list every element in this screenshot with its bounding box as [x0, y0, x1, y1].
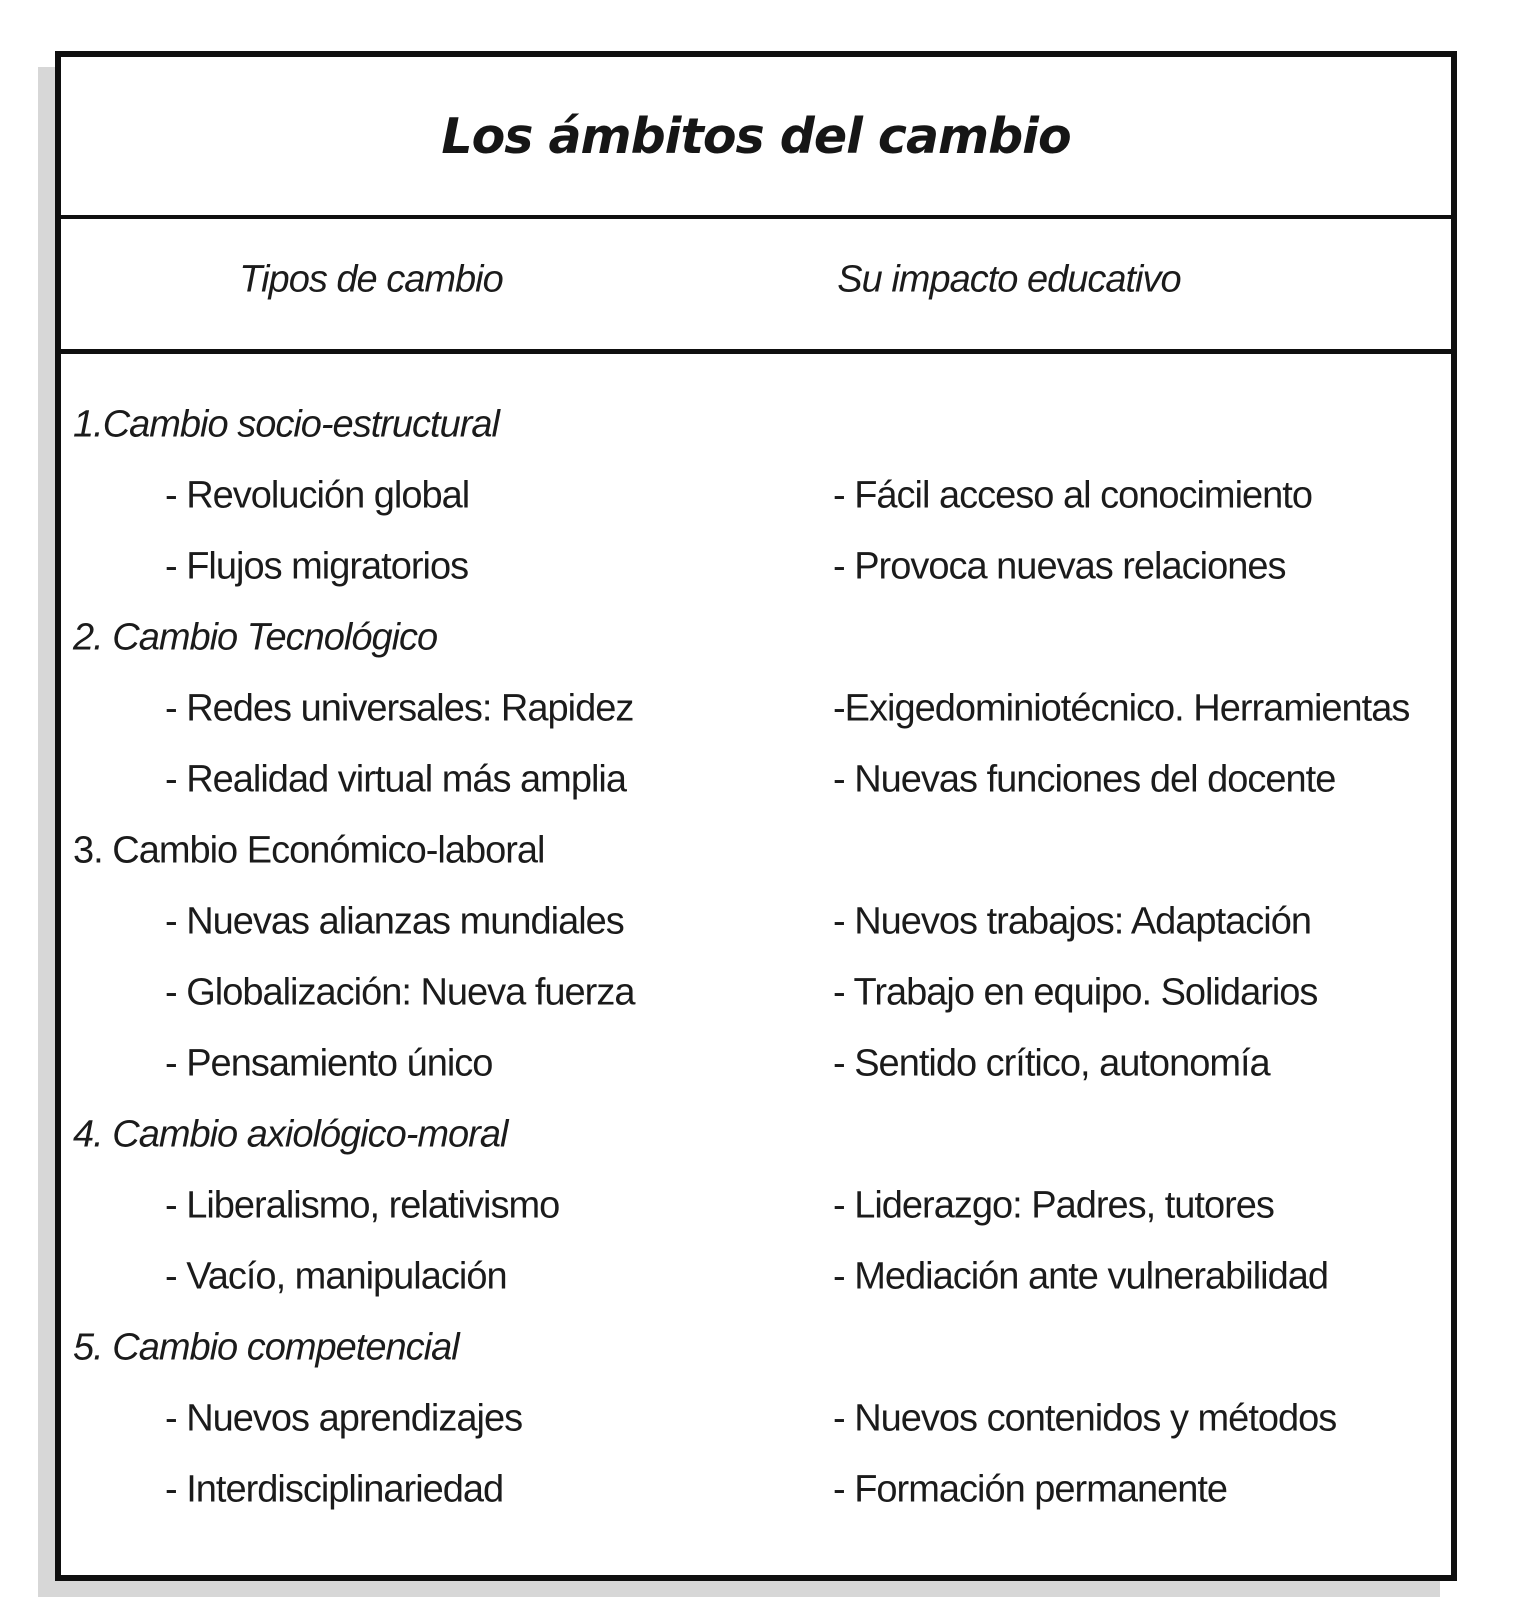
table-row	[61, 1028, 1451, 1099]
tipo-de-cambio-item: - Nuevos aprendizajes	[165, 1397, 523, 1439]
table-row	[61, 1170, 1451, 1241]
impacto-educativo-item: - Liderazgo: Padres, tutores	[833, 1184, 1274, 1226]
table-row	[61, 886, 1451, 957]
table-row	[61, 602, 1451, 673]
table-title: Los ámbitos del cambio	[441, 107, 1071, 165]
impacto-educativo-item: - Provoca nuevas relaciones	[833, 545, 1286, 587]
section-heading: 2. Cambio Tecnológico	[73, 616, 438, 658]
table-row	[61, 531, 1451, 602]
table-row	[61, 1383, 1451, 1454]
impacto-educativo-item: -Exigedominiotécnico. Herramientas	[833, 687, 1410, 729]
impacto-educativo-item: - Formación permanente	[833, 1468, 1228, 1510]
column-header-tipos-de-cambio: Tipos de cambio	[239, 258, 503, 301]
impacto-educativo-item: - Nuevos contenidos y métodos	[833, 1397, 1337, 1439]
table-row	[61, 744, 1451, 815]
impacto-educativo-item: - Nuevas funciones del docente	[833, 758, 1336, 800]
table-row	[61, 1312, 1451, 1383]
tipo-de-cambio-item: - Vacío, manipulación	[165, 1255, 507, 1297]
tipo-de-cambio-item: - Pensamiento único	[165, 1042, 493, 1084]
section-heading: 4. Cambio axiológico-moral	[73, 1113, 508, 1155]
table-row	[61, 1454, 1451, 1525]
table-row	[61, 673, 1451, 744]
table-header-row	[61, 219, 1451, 354]
table-row	[61, 460, 1451, 531]
table-row	[61, 1241, 1451, 1312]
tipo-de-cambio-item: - Realidad virtual más amplia	[165, 758, 626, 800]
ambitos-del-cambio-table	[55, 51, 1457, 1581]
impacto-educativo-item: - Fácil acceso al conocimiento	[833, 474, 1312, 516]
tipo-de-cambio-item: - Interdisciplinariedad	[165, 1468, 504, 1510]
table-row	[61, 815, 1451, 886]
tipo-de-cambio-item: - Nuevas alianzas mundiales	[165, 900, 624, 942]
table-row	[61, 957, 1451, 1028]
tipo-de-cambio-item: - Redes universales: Rapidez	[165, 687, 634, 729]
tipo-de-cambio-item: - Flujos migratorios	[165, 545, 469, 587]
column-header-su-impacto-educativo: Su impacto educativo	[837, 258, 1181, 301]
section-heading: 3. Cambio Económico-laboral	[73, 829, 545, 871]
impacto-educativo-item: - Trabajo en equipo. Solidarios	[833, 971, 1318, 1013]
table-title-row	[61, 57, 1451, 219]
impacto-educativo-item: - Mediación ante vulnerabilidad	[833, 1255, 1328, 1297]
tipo-de-cambio-item: - Liberalismo, relativismo	[165, 1184, 560, 1226]
impacto-educativo-item: - Sentido crítico, autonomía	[833, 1042, 1270, 1084]
section-heading: 5. Cambio competencial	[73, 1326, 459, 1368]
section-heading: 1.Cambio socio-estructural	[73, 403, 499, 445]
table-row	[61, 1099, 1451, 1170]
table-row	[61, 389, 1451, 460]
impacto-educativo-item: - Nuevos trabajos: Adaptación	[833, 900, 1311, 942]
tipo-de-cambio-item: - Revolución global	[165, 474, 470, 516]
table-body	[61, 354, 1451, 1525]
tipo-de-cambio-item: - Globalización: Nueva fuerza	[165, 971, 635, 1013]
